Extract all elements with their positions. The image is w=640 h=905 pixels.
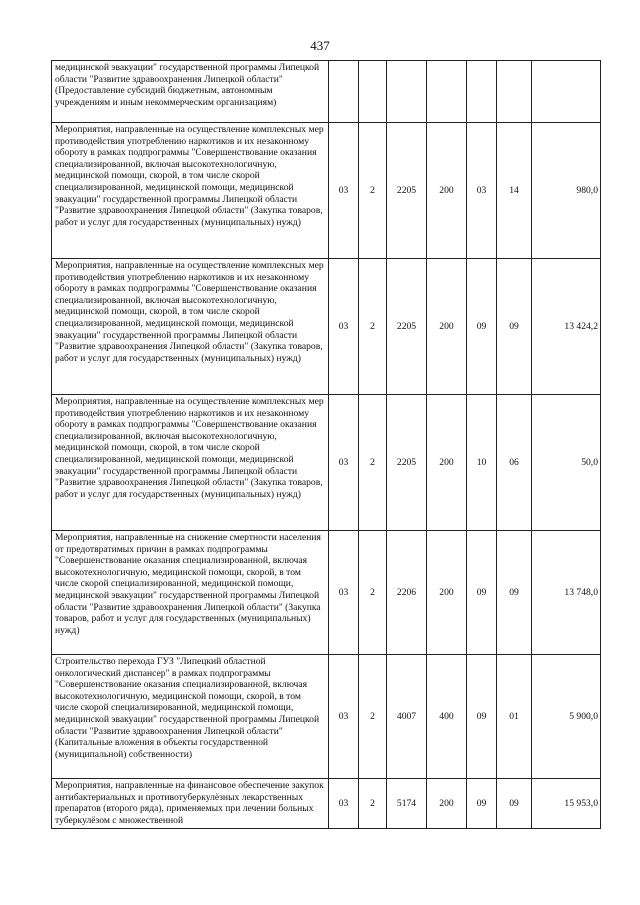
- cell-code-5: 09: [467, 655, 497, 779]
- cell-code-1: 03: [329, 655, 359, 779]
- table-row: [52, 395, 601, 531]
- cell-code-3: 2206: [387, 531, 427, 655]
- cell-code-1: 03: [329, 395, 359, 531]
- row-description: Строительство перехода ГУЗ "Липецкий областной онкологический диспансер" в рамках подпрограммы "Совершенствование оказания специализированной, включая высокотехнологичную, медицинской помощи, скорой, в том числе скорой специализированной, медицинской помощи, медицинской эвакуации" государственной программы Липецкой области "Развитие здравоохранения Липецкой области" (Капитальные вложения в объекты государственной (муниципальной) собственности): [52, 655, 329, 779]
- row-description: Мероприятия, направленные на финансовое обеспечение закупок антибактериальных и противотуберкулёзных лекарственных препаратов (второго ряда), применяемых при лечении больных туберкулёзом с множественной: [52, 779, 329, 829]
- cell-code-4: 200: [427, 779, 467, 829]
- cell-code-4: 200: [427, 259, 467, 395]
- cell-code-5: 09: [467, 531, 497, 655]
- cell-code-4: 200: [427, 531, 467, 655]
- cell-code-3: 2205: [387, 395, 427, 531]
- cell-code-3: 4007: [387, 655, 427, 779]
- cell-code-2: 2: [359, 531, 387, 655]
- cell-code-4: 200: [427, 123, 467, 259]
- row-description: Мероприятия, направленные на осуществление комплексных мер противодействия употреблению наркотиков и их незаконному обороту в рамках подпрограммы "Совершенствование оказания специализированной, включая высокотехнологичную, медицинской помощи, скорой, в том числе скорой специализированной, медицинской помощи, медицинской эвакуации" государственной программы Липецкой области "Развитие здравоохранения Липецкой области" (Закупка товаров, работ и услуг для государственных (муниципальных) нужд): [52, 395, 329, 531]
- row-description: Мероприятия, направленные на осуществление комплексных мер противодействия употреблению наркотиков и их незаконному обороту в рамках подпрограммы "Совершенствование оказания специализированной, включая высокотехнологичную, медицинской помощи, скорой, в том числе скорой специализированной, медицинской помощи, медицинской эвакуации" государственной программы Липецкой области "Развитие здравоохранения Липецкой области" (Закупка товаров, работ и услуг для государственных (муниципальных) нужд): [52, 259, 329, 395]
- cell-code-2: 2: [359, 779, 387, 829]
- cell-code-2: 2: [359, 123, 387, 259]
- table-row: [52, 779, 601, 829]
- cell-code-2: 2: [359, 259, 387, 395]
- cell-code-3: [387, 61, 427, 123]
- cell-amount: 15 953,0: [532, 779, 601, 829]
- cell-code-2: 2: [359, 655, 387, 779]
- cell-code-2: [359, 61, 387, 123]
- cell-code-5: 03: [467, 123, 497, 259]
- cell-code-5: [467, 61, 497, 123]
- cell-code-4: [427, 61, 467, 123]
- cell-code-6: [497, 61, 532, 123]
- cell-amount: 13 748,0: [532, 531, 601, 655]
- cell-code-3: 2205: [387, 123, 427, 259]
- cell-code-6: 06: [497, 395, 532, 531]
- cell-amount: 13 424,2: [532, 259, 601, 395]
- cell-code-1: [329, 61, 359, 123]
- cell-code-5: 10: [467, 395, 497, 531]
- cell-code-1: 03: [329, 259, 359, 395]
- cell-amount: 980,0: [532, 123, 601, 259]
- budget-table: [51, 60, 601, 829]
- row-description: Мероприятия, направленные на осуществление комплексных мер противодействия употреблению наркотиков и их незаконному обороту в рамках подпрограммы "Совершенствование оказания специализированной, включая высокотехнологичную, медицинской помощи, скорой, в том числе скорой специализированной, медицинской помощи, медицинской эвакуации" государственной программы Липецкой области "Развитие здравоохранения Липецкой области" (Закупка товаров, работ и услуг для государственных (муниципальных) нужд): [52, 123, 329, 259]
- cell-code-1: 03: [329, 123, 359, 259]
- table-row: [52, 259, 601, 395]
- cell-amount: 50,0: [532, 395, 601, 531]
- cell-code-3: 2205: [387, 259, 427, 395]
- cell-code-4: 200: [427, 395, 467, 531]
- table-row: [52, 61, 601, 123]
- table-row: [52, 123, 601, 259]
- cell-code-1: 03: [329, 531, 359, 655]
- cell-code-5: 09: [467, 259, 497, 395]
- cell-code-6: 09: [497, 779, 532, 829]
- page-number: 437: [310, 38, 330, 53]
- table-row: [52, 655, 601, 779]
- cell-code-6: 01: [497, 655, 532, 779]
- row-description: Мероприятия, направленные на снижение смертности населения от предотвратимых причин в рамках подпрограммы "Совершенствование оказания специализированной, включая высокотехнологичную, медицинской помощи, скорой, в том числе скорой специализированной, медицинской помощи, медицинской эвакуации" государственной программы Липецкой области "Развитие здравоохранения Липецкой области" (Закупка товаров, работ и услуг для государственных (муниципальных) нужд): [52, 531, 329, 655]
- row-description: медицинской эвакуации" государственной программы Липецкой области "Развитие здравоохранения Липецкой области" (Предоставление субсидий бюджетным, автономным учреждениям и иным некоммерческим организациям): [52, 61, 329, 123]
- cell-code-3: 5174: [387, 779, 427, 829]
- cell-code-6: 09: [497, 259, 532, 395]
- cell-code-6: 14: [497, 123, 532, 259]
- cell-code-2: 2: [359, 395, 387, 531]
- cell-code-5: 09: [467, 779, 497, 829]
- cell-code-6: 09: [497, 531, 532, 655]
- cell-amount: [532, 61, 601, 123]
- cell-code-4: 400: [427, 655, 467, 779]
- cell-amount: 5 900,0: [532, 655, 601, 779]
- cell-code-1: 03: [329, 779, 359, 829]
- table-row: [52, 531, 601, 655]
